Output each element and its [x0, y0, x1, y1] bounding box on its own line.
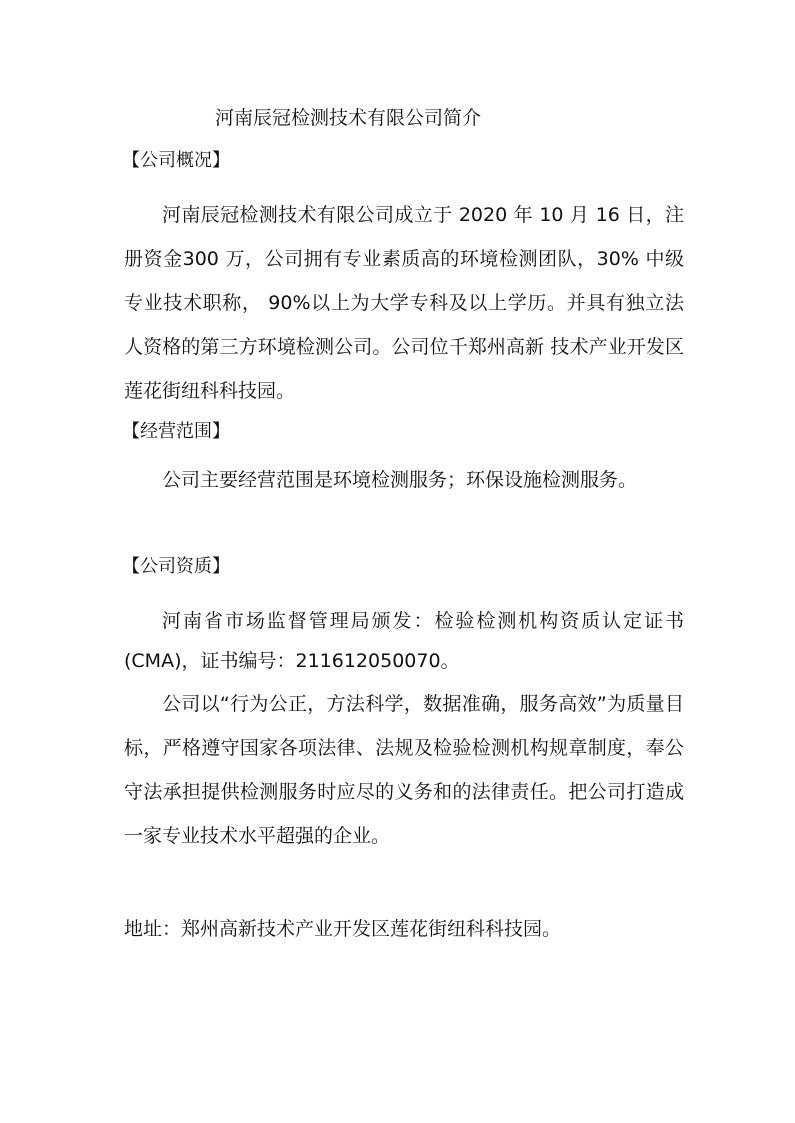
paragraph-business-scope: 公司主要经营范围是环境检测服务；环保设施检测服务。 [162, 469, 638, 491]
company-address: 地址：郑州高新技术产业开发区莲花街纽科科技园。 [124, 918, 562, 940]
section-heading-business-scope: 【经营范围】 [122, 421, 230, 442]
paragraph-quality-goals: 公司以“行为公正，方法科学，数据准确，服务高效”为质量目标，严格遵守国家各项法律、法规及检验检测机构规章制度，奉公守法承担提供检测服务时应尽的义务和的法律责任。把公司打造成一家专业技术水平超强的企业。 [124, 693, 684, 847]
section-heading-qualifications: 【公司资质】 [122, 556, 230, 577]
paragraph-overview: 河南辰冠检测技术有限公司成立于 2020 年 10 月 16 日，注册资金300 万，公司拥有专业素质高的环境检测团队，30% 中级专业技术职称， 90%以上为大学专科及以上学历。并具有独立法人资格的第三方环境检测公司。公司位千郑州高新 技术产业开发区莲花街纽科科技园。 [124, 204, 684, 402]
paragraph-qualification-certificate: 河南省市场监督管理局颁发：检验检测机构资质认定证书(CMA)，证书编号：211612050070。 [124, 610, 684, 672]
document-title: 河南辰冠检测技术有限公司简介 [215, 107, 482, 129]
section-heading-overview: 【公司概况】 [122, 150, 230, 171]
